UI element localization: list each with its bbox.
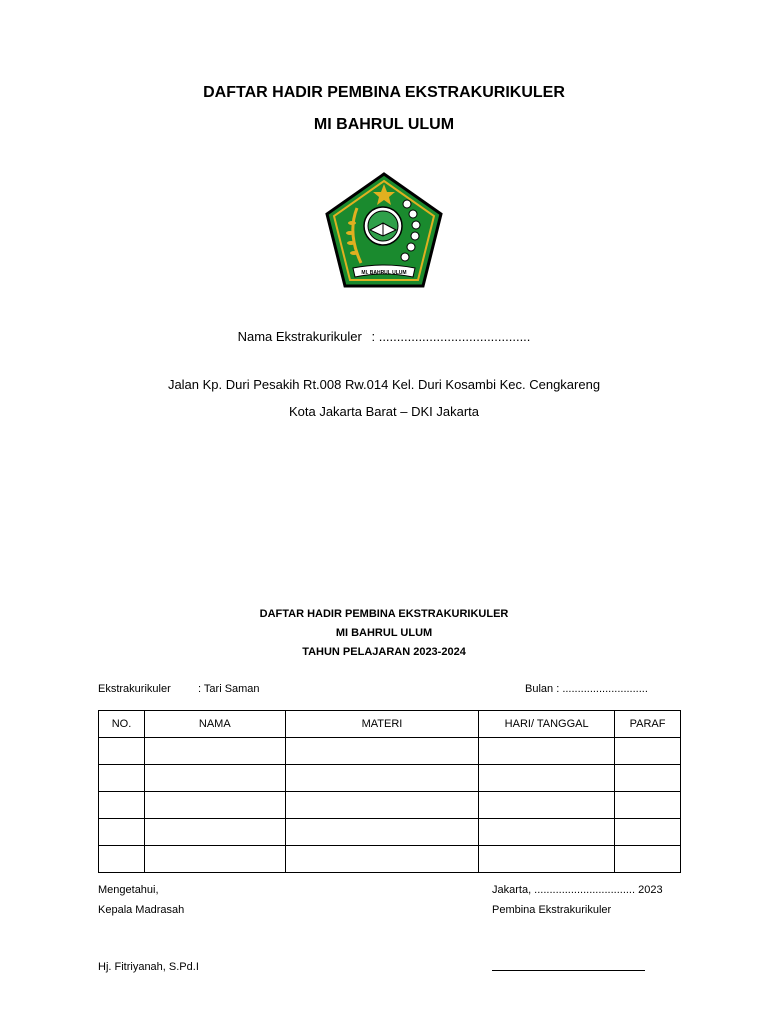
table-cell	[479, 846, 615, 873]
table-cell	[144, 846, 285, 873]
table-row	[99, 819, 681, 846]
signature-right-blank-line	[492, 970, 645, 971]
table-cell	[615, 738, 681, 765]
school-logo-icon	[319, 168, 449, 298]
table-cell	[99, 738, 145, 765]
table-cell	[615, 765, 681, 792]
table-row	[99, 738, 681, 765]
table-cell	[479, 765, 615, 792]
table-cell	[479, 738, 615, 765]
table-cell	[479, 819, 615, 846]
bulan-info	[525, 683, 648, 695]
table-header-row	[99, 711, 681, 738]
attendance-table	[98, 710, 681, 873]
table-cell	[99, 846, 145, 873]
nama-ekstrakurikuler-label: Nama Ekstrakurikuler	[237, 329, 362, 344]
address-line-2: Kota Jakarta Barat – DKI Jakarta	[288, 404, 480, 419]
table-cell	[285, 738, 479, 765]
table-cell	[479, 792, 615, 819]
bulan-label: Bulan	[525, 683, 554, 695]
table-cell	[144, 819, 285, 846]
table-cell	[285, 765, 479, 792]
table-cell	[285, 819, 479, 846]
table-cell	[144, 738, 285, 765]
signature-left-line1: Mengetahui,	[98, 884, 159, 896]
table-cell	[99, 819, 145, 846]
table-row	[99, 846, 681, 873]
bulan-value: : ............................	[556, 683, 648, 695]
table-cell	[615, 792, 681, 819]
table-cell	[99, 792, 145, 819]
attendance-academic-year: TAHUN PELAJARAN 2023-2024	[302, 646, 466, 658]
table-cell	[99, 765, 145, 792]
signature-right-place-date: Jakarta, ................................. 2023	[492, 884, 663, 896]
logo-ribbon-text: MI. BAHRUL ULUM	[361, 270, 407, 276]
nama-ekstrakurikuler-row	[0, 329, 768, 344]
signature-left-name: Hj. Fitriyanah, S.Pd.I	[98, 961, 199, 973]
table-cell	[615, 846, 681, 873]
cover-title: DAFTAR HADIR PEMBINA EKSTRAKURIKULER	[203, 84, 565, 101]
column-header-nama: NAMA	[144, 711, 285, 738]
column-header-no: NO.	[99, 711, 145, 738]
ekstrakurikuler-label: Ekstrakurikuler	[98, 683, 171, 695]
table-cell	[285, 792, 479, 819]
ekstrakurikuler-value: : Tari Saman	[198, 683, 260, 695]
ekstrakurikuler-info	[98, 683, 260, 695]
table-cell	[144, 765, 285, 792]
signature-right-role: Pembina Ekstrakurikuler	[492, 904, 612, 916]
table-cell	[615, 819, 681, 846]
address-line-1: Jalan Kp. Duri Pesakih Rt.008 Rw.014 Kel. Duri Kosambi Kec. Cengkareng	[167, 377, 601, 392]
attendance-title: DAFTAR HADIR PEMBINA EKSTRAKURIKULER	[259, 608, 509, 620]
nama-ekstrakurikuler-value: : ..........................................	[371, 329, 531, 344]
table-cell	[144, 792, 285, 819]
table-row	[99, 765, 681, 792]
table-row	[99, 792, 681, 819]
cover-school-name: MI BAHRUL ULUM	[313, 116, 455, 133]
signature-left-role: Kepala Madrasah	[98, 904, 185, 916]
table-cell	[285, 846, 479, 873]
column-header-materi: MATERI	[285, 711, 479, 738]
attendance-school-name: MI BAHRUL ULUM	[335, 627, 433, 639]
column-header-paraf: PARAF	[615, 711, 681, 738]
column-header-hari-tanggal: HARI/ TANGGAL	[479, 711, 615, 738]
